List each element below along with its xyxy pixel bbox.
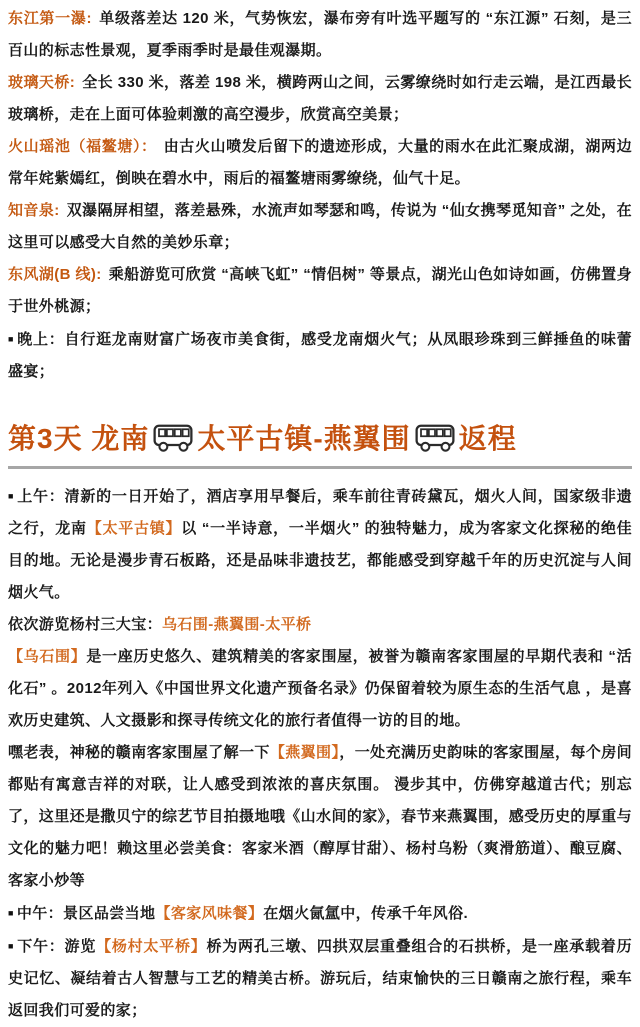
morning-paragraph xyxy=(8,480,632,609)
spot-label: 东江第一瀑: xyxy=(8,10,92,27)
spot-paragraph-dongjiang-waterfall xyxy=(8,3,632,67)
evening-label: 晚上： xyxy=(17,331,65,348)
spot-text: 乘船游览可欣赏 “高峡飞虹” “情侣树” 等景点，湖光山色如诗如画，仿佛置身于世外桃源； xyxy=(8,266,632,315)
morning-text-1: 清新的一日开始了，酒店享用早餐后，乘车前往青砖黛瓦，烟火人间，国家级非遗之行，龙南 xyxy=(8,488,633,537)
spot-label: 知音泉: xyxy=(8,202,60,219)
bus-icon xyxy=(414,423,456,453)
spot-text: 双瀑隔屏相望，落差悬殊，水流声如琴瑟和鸣，传说为 “仙女携琴觅知音” 之处，在这里可以感受大自然的美妙乐章； xyxy=(8,202,632,251)
noon-text-1: 景区品尝当地 xyxy=(63,905,156,922)
itinerary-document xyxy=(8,3,632,1027)
spot-text: 单级落差达 120 米，气势恢宏，瀑布旁有叶选平题写的 “东江源” 石刻，是三百山的标志性景观，夏季雨季时是最佳观瀑期。 xyxy=(8,10,632,59)
day3-heading-part3: 返程 xyxy=(458,423,517,454)
spot-text: 全长 330 米，落差 198 米，横跨两山之间，云雾缭绕时如行走云端，是江西最长玻璃桥，走在上面可体验刺激的高空漫步，欣赏高空美景； xyxy=(8,74,632,123)
day2-spots-section xyxy=(8,3,632,388)
tour-route-line xyxy=(8,609,632,641)
noon-text-2: 在烟火氤氲中，传承千年风俗. xyxy=(263,905,469,922)
yanyiwei-text-2: ，一处充满历史韵味的客家围屋，每个房间都贴有寓意吉祥的对联，让人感受到浓浓的喜庆氛围。 漫步其中，仿佛穿越道古代；别忘了，这里还是撒贝宁的综艺节目拍摄地哦《山水间的家》，春节来燕翼围，感受历史的厚重与文化的魅力吧！赖这里必尝美食：客家米酒（醇厚甘甜）、杨村乌粉（爽滑筋道）、酿豆腐、客家小炒等 xyxy=(8,744,632,889)
spot-label: 东风湖(B 线): xyxy=(8,266,102,283)
tour-route-names: 乌石围-燕翼围-太平桥 xyxy=(162,616,312,633)
wushiwei-text: 是一座历史悠久、建筑精美的客家围屋，被誉为赣南客家围屋的早期代表和 “活化石” 。2012年列入《中国世界文化遗产预备名录》仍保留着较为原生态的生活气息 ，是喜欢历史建筑、人文摄影和探寻传统文化的旅行者值得一访的目的地。 xyxy=(8,648,632,729)
afternoon-text-1: 游览 xyxy=(64,938,97,955)
day3-heading-part2: 太平古镇-燕翼围 xyxy=(197,423,411,454)
highlight-taiping-bridge: 【杨村太平桥】 xyxy=(96,938,207,955)
day3-heading-part1: 第3天 龙南 xyxy=(8,423,150,454)
spot-text: 由古火山喷发后留下的遗迹形成，大量的雨水在此汇聚成湖，湖两边常年姹紫嫣红，倒映在碧水中，雨后的福鳌塘雨雾缭绕，仙气十足。 xyxy=(8,138,632,187)
square-bullet-icon: ■ xyxy=(8,334,15,344)
highlight-wushiwei: 【乌石围】 xyxy=(8,648,87,665)
heading-divider xyxy=(8,466,632,469)
spot-paragraph-dongfeng-lake xyxy=(8,259,632,323)
square-bullet-icon: ■ xyxy=(8,941,15,951)
spot-label: 玻璃天桥: xyxy=(8,74,76,91)
noon-label: 中午： xyxy=(16,905,64,922)
afternoon-label: 下午： xyxy=(17,938,65,955)
yanyiwei-paragraph xyxy=(8,737,632,897)
morning-label: 上午： xyxy=(17,488,65,505)
spot-paragraph-zhiyin-spring xyxy=(8,195,632,259)
spot-paragraph-volcano-pool xyxy=(8,131,632,195)
tour-route-prefix: 依次游览杨村三大宝： xyxy=(8,616,163,633)
yanyiwei-text-1: 嘿老表，神秘的赣南客家围屋了解一下 xyxy=(8,744,270,761)
square-bullet-icon: ■ xyxy=(8,491,15,501)
afternoon-paragraph xyxy=(8,930,632,1027)
spot-paragraph-glass-bridge xyxy=(8,67,632,131)
spot-label: 火山瑶池（福鳌塘）： xyxy=(8,138,157,155)
evening-text: 自行逛龙南财富广场夜市美食街，感受龙南烟火气；从凤眼珍珠到三鲜捶鱼的味蕾盛宴； xyxy=(8,331,633,380)
morning-text-2: 以 “一半诗意，一半烟火” 的独特魅力，成为客家文化探秘的绝佳目的地。无论是漫步青石板路，还是品味非遗技艺，都能感受到穿越千年的历史沉淀与人间烟火气。 xyxy=(8,520,632,601)
square-bullet-icon: ■ xyxy=(8,908,14,918)
noon-paragraph xyxy=(8,897,632,930)
day3-section xyxy=(8,418,632,1027)
wushiwei-paragraph xyxy=(8,641,632,737)
highlight-hakka-meal: 【客家风味餐】 xyxy=(155,905,264,922)
afternoon-text-2: 桥为两孔三墩、四拱双层重叠组合的石拱桥，是一座承载着历史记忆、凝结着古人智慧与工艺的精美古桥。游玩后，结束愉快的三日赣南之旅行程，乘车返回我们可爱的家； xyxy=(8,938,632,1019)
evening-paragraph xyxy=(8,323,632,388)
highlight-taiping-guzhen: 【太平古镇】 xyxy=(86,520,182,537)
highlight-yanyiwei: 【燕翼围】 xyxy=(269,744,340,761)
day3-heading xyxy=(8,418,632,460)
bus-icon xyxy=(152,423,194,453)
